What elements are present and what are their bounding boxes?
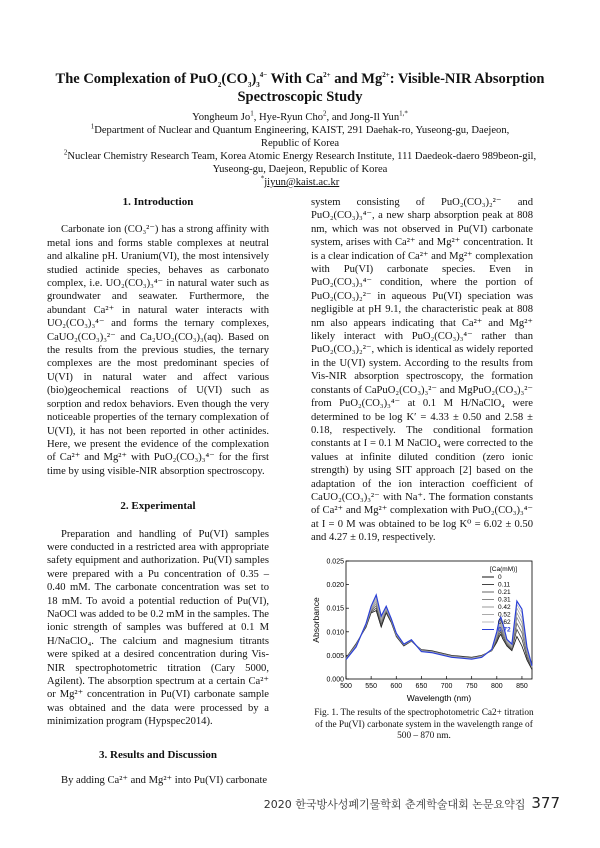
x-tick-label: 750 bbox=[465, 683, 478, 690]
title-part: and Mg bbox=[330, 71, 383, 87]
results-paragraph-start: By adding Ca²⁺ and Mg²⁺ into Pu(VI) carbonate bbox=[61, 775, 268, 787]
legend-entry: 0 bbox=[498, 574, 502, 581]
legend-entry: 0.31 bbox=[498, 596, 511, 604]
y-tick-label: 0.025 bbox=[326, 558, 344, 566]
aff-sup: 1 bbox=[90, 122, 95, 131]
aff-text: Nuclear Chemistry Research Team, Korea Atomic Energy Research Institute, 111 Daedeok-daero 989beon-gil, bbox=[67, 151, 537, 162]
figure-caption: Fig. 1. The results of the spectrophotometric Ca2+ titration of the Pu(VI) carbonate system in the wavelength range of 500 – 870 nm. bbox=[314, 708, 534, 741]
title-part: : Visible-NIR Absorption bbox=[389, 71, 545, 87]
aff-sup: 2 bbox=[63, 148, 68, 157]
title-part: The Complexation of PuO bbox=[55, 71, 218, 87]
absorbance-chart bbox=[310, 555, 542, 705]
x-tick-label: 850 bbox=[516, 683, 528, 690]
legend-entry: 0.52 bbox=[498, 611, 511, 619]
legend-entry: 0.62 bbox=[498, 619, 511, 626]
title-part: With Ca bbox=[267, 71, 324, 87]
title-part: (CO bbox=[221, 71, 248, 87]
email-sup: * bbox=[260, 174, 265, 183]
author-sup: 1,* bbox=[399, 109, 408, 118]
legend-entry: 0.72 bbox=[498, 626, 511, 634]
email bbox=[40, 176, 560, 189]
title-sub: 2 bbox=[217, 80, 222, 89]
page-footer bbox=[264, 794, 560, 812]
author-3: , and Jong-Il Yun bbox=[326, 112, 400, 123]
author-names bbox=[40, 111, 560, 124]
author-1: Yongheum Jo bbox=[192, 112, 251, 123]
legend-entry: 0.21 bbox=[498, 589, 511, 596]
page-number: 377 bbox=[531, 794, 560, 812]
title-sub: 3 bbox=[256, 80, 260, 89]
title-part: ) bbox=[251, 71, 257, 87]
y-tick-label: 0.015 bbox=[326, 605, 344, 613]
experimental-paragraph: Preparation and handling of Pu(VI) samples were conducted in a restricted area with appropriate safety equipment and authorization. Pu(VI) samples were prepared with a Pu concentration of 0.35 – 0.40 mM. The carbonate concentration was set to 18 mM. To avoid a potential reduction of Pu(VI), NaOCl was added to be 0.2 mM in the samples. The ionic strength of samples was buffered at 0.1 M H/NaClO₄. The calcium and magnesium titrants were spiked at a desired concentration during Vis-NIR spectrophotometric titration (Cary 5000, Agilent). The absorption spectrum at a certain Ca²⁺ or Mg²⁺ concentration in Pu(VI) carbonate sample was obtained and the data were processed by a minimization program (Hypspec2014). bbox=[47, 528, 269, 728]
title-sup: 2+ bbox=[323, 71, 331, 80]
author-2: , Hye-Ryun Cho bbox=[253, 112, 324, 123]
legend-entry: 0.11 bbox=[498, 581, 511, 589]
results-paragraph: system consisting of PuO₂(CO₃)₂²⁻ and PuO₂(CO₃)₃⁴⁻, a new sharp absorption peak at 808 nm, which was not observed in Pu(VI) carbonate system, arises with Ca²⁺ and Mg²⁺ concentration. It is a clear indication of Ca²⁺ and Mg²⁺ complexation with Pu(VI) carbonate species. Even in PuO₂(CO₃)₃⁴⁻ condition, where the portion of PuO₂(CO₃)₂²⁻ in aqueous Pu(VI) speciation was negligible at pH 9.1, the characteristic peak at 808 nm also appears indicating that Ca²⁺ and Mg²⁺ likely interact with PuO₂(CO₃)₃⁴⁻ rather than PuO₂(CO₃)₂²⁻, which is identical as widely reported in the U(VI) system. According to the results from Vis-NIR absorption spectroscopy, the formation constants of CaPuO₂(CO₃)₃²⁻ and MgPuO₂(CO₃)₃²⁻ from PuO₂(CO₃)₃⁴⁻ at 0.1 M H/NaClO₄ were determined to be log K′ = 4.33 ± 0.50 and 2.58 ± 0.18, respectively. The conditional formation constants at I = 0.1 M NaClO₄ were corrected to the values at infinite diluted condition (zero ionic strength) by using SIT approach [2] based on the adaptation of the ion interaction coefficient of CaUO₂(CO₃)₃²⁻ with Na⁺. The formation constants of Ca²⁺ and Mg²⁺ complexation with PuO₂(CO₃)₃⁴⁻ at I = 0 M was obtained to be log K⁰ = 6.02 ± 0.50 and 4.27 ± 0.19, respectively. bbox=[311, 197, 533, 544]
affiliation-2 bbox=[40, 150, 560, 163]
aff-text: Department of Nuclear and Quantum Engineering, KAIST, 291 Daehak-ro, Yuseong-gu, Daejeon, bbox=[94, 125, 510, 136]
x-tick-label: 500 bbox=[340, 683, 352, 690]
affiliation-1b: Republic of Korea bbox=[260, 138, 340, 149]
affiliation-2b: Yuseong-gu, Daejeon, Republic of Korea bbox=[212, 164, 388, 175]
y-tick-label: 0.005 bbox=[326, 652, 344, 660]
author-block bbox=[40, 111, 560, 189]
x-tick-label: 700 bbox=[440, 683, 453, 690]
y-axis-label: Absorbance bbox=[311, 597, 321, 643]
section-heading-introduction: 1. Introduction bbox=[122, 196, 194, 208]
legend-title: [Ca(mM)] bbox=[490, 566, 518, 573]
author-sup: 2 bbox=[323, 109, 327, 118]
y-tick-label: 0.020 bbox=[326, 582, 344, 590]
title-sub: 3 bbox=[247, 80, 252, 89]
y-tick-label: 0.000 bbox=[326, 676, 344, 684]
right-column bbox=[311, 196, 533, 545]
x-axis-label: Wavelength (nm) bbox=[406, 693, 472, 703]
section-heading-experimental: 2. Experimental bbox=[120, 500, 196, 513]
x-tick-label: 650 bbox=[415, 683, 428, 690]
x-tick-label: 800 bbox=[490, 683, 503, 690]
conference-name: 2020 한국방사성폐기물학회 춘계학술대회 논문요약집 bbox=[263, 798, 526, 811]
email-link[interactable]: jiyun@kaist.ac.kr bbox=[264, 177, 340, 188]
title-sup: 2+ bbox=[382, 71, 390, 80]
legend-entry: 0.42 bbox=[498, 604, 511, 611]
title-sup: 4− bbox=[259, 71, 268, 80]
x-tick-label: 600 bbox=[390, 683, 403, 690]
paper-title bbox=[40, 70, 560, 106]
left-column bbox=[47, 196, 269, 787]
title-line2: Spectroscopic Study bbox=[237, 89, 363, 105]
affiliation-1 bbox=[40, 124, 560, 137]
y-tick-label: 0.010 bbox=[326, 629, 344, 637]
section-heading-results: 3. Results and Discussion bbox=[99, 748, 217, 761]
chart-legend bbox=[482, 566, 517, 634]
x-tick-label: 550 bbox=[365, 683, 377, 690]
intro-paragraph: Carbonate ion (CO₃²⁻) has a strong affinity with metal ions and forms stable complexes at neutral and alkaline pH. Uranium(VI), the most intensively studied actinide species, behaves as carbonato complex, i.e. UO₂(CO₃)₃⁴⁻ in natural water such as groundwater and seawater. Furthermore, the abundant Ca²⁺ in natural water interacts with UO₂(CO₃)₃⁴⁻ and forms the ternary complexes, CaUO₂(CO₃)₃²⁻ and Ca₂UO₂(CO₃)₃(aq). Based on the results from the previous studies, the ternary complexes are the most predominant species of U(VI) in natural water and affect various (bio)geochemical reactions of U(VI) such as sorption and redox behaviors. Even though the very noticeable properties of the ternary complexation of U(VI), it has not been reported in other actinides. Here, we present the evidence of the complexation of Ca²⁺ and Mg²⁺ with PuO₂(CO₃)₃⁴⁻ for the first time by using visible-NIR absorption spectroscopy. bbox=[47, 224, 269, 477]
author-sup: 1 bbox=[250, 109, 254, 118]
